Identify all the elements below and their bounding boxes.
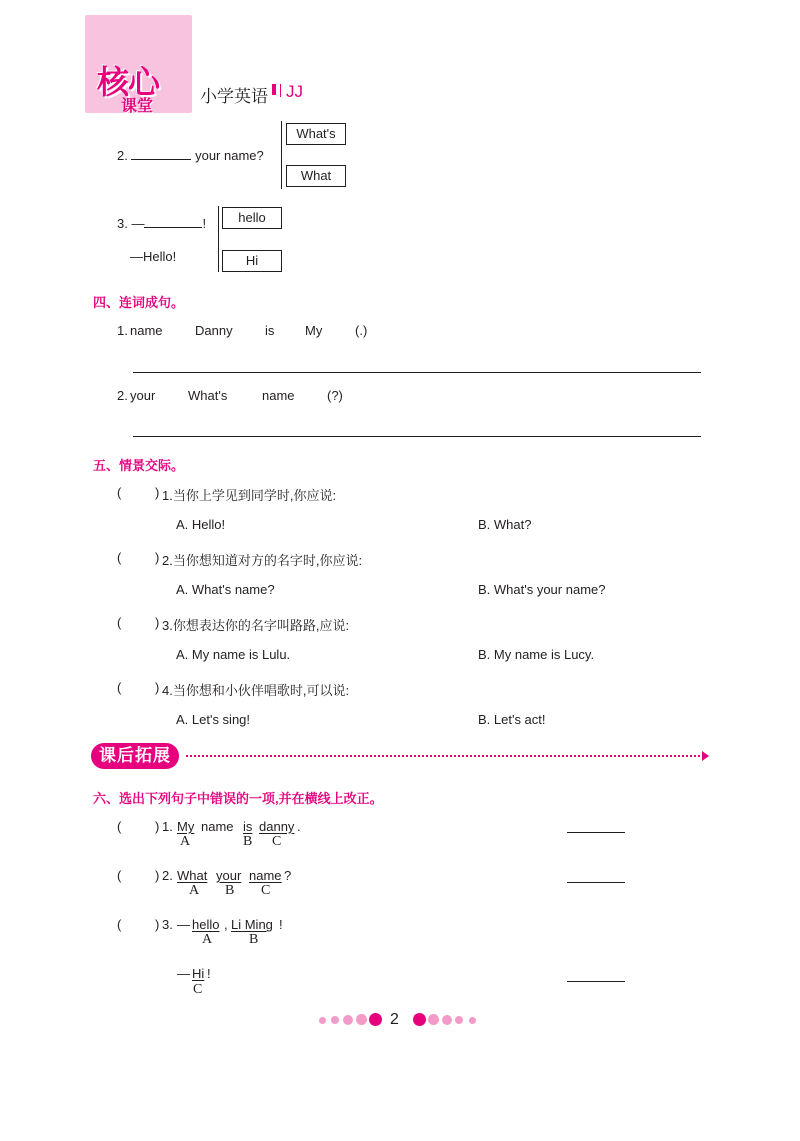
s5-item4-option-a: A. Let's sing! xyxy=(176,712,251,727)
s4-item2-word: What's xyxy=(188,388,228,403)
s6-item3-letter-b: B xyxy=(249,932,259,947)
s5-item2-option-a: A. What's name? xyxy=(176,582,275,597)
q3-option-1: hello xyxy=(222,207,282,229)
section5-title: 五、情景交际。 xyxy=(93,458,185,473)
s6-item2-word-a: What xyxy=(177,868,208,883)
s6-item2-letter-a: A xyxy=(189,883,200,898)
s5-item1-prompt-close: ) xyxy=(155,485,160,500)
edition-label: JJ xyxy=(286,82,303,101)
s6-item2-paren-close: ) xyxy=(155,868,160,883)
s6-item3-comma: , xyxy=(224,917,228,932)
s5-item3-option-a: A. My name is Lulu. xyxy=(176,647,291,662)
banner-arrow-icon xyxy=(702,751,709,761)
s6-item1-answer-line xyxy=(567,832,625,833)
s6-item3-end: ! xyxy=(279,917,283,932)
s6-item3-letter-c: C xyxy=(193,982,203,997)
s4-item1-answer-line xyxy=(133,372,701,373)
footer-dot xyxy=(442,1015,452,1025)
s5-item4-prompt: 4.当你想和小伙伴唱歌时,可以说: xyxy=(162,683,350,698)
s6-item1-word-a: My xyxy=(177,819,195,834)
s5-item4-option-b: B. Let's act! xyxy=(478,712,546,727)
q3-reply: —Hello! xyxy=(130,249,177,264)
q2-option-1: What's xyxy=(286,123,346,145)
s6-item3-word-b: Li Ming xyxy=(231,917,273,932)
s6-item1-number: 1. xyxy=(162,819,173,834)
s4-item1-word: name xyxy=(130,323,163,338)
s4-item1-word: is xyxy=(265,323,275,338)
footer-dot xyxy=(455,1016,463,1024)
footer-dot xyxy=(319,1017,326,1024)
s4-item2-answer-line xyxy=(133,436,701,437)
q2-blank xyxy=(131,159,191,160)
section6-title: 六、选出下列句子中错误的一项,并在横线上改正。 xyxy=(93,791,383,806)
s6-item1-paren-close: ) xyxy=(155,819,160,834)
q3-dash: — xyxy=(131,216,145,231)
section4-title: 四、连词成句。 xyxy=(93,295,185,310)
s6-item1-word-c: danny xyxy=(259,819,295,834)
s5-item4-paren-open: ( xyxy=(117,680,122,695)
logo-sub-text: 课堂 xyxy=(121,98,154,115)
s6-item3-reply-end: ! xyxy=(207,966,211,981)
footer-dot xyxy=(343,1015,353,1025)
s6-item3-dash: — xyxy=(177,917,190,932)
s5-item2-prompt-close: ) xyxy=(155,550,160,565)
s4-item2-number: 2. xyxy=(117,388,128,403)
s5-item1-paren-open: ( xyxy=(117,485,122,500)
s6-item1-paren-open: ( xyxy=(117,819,122,834)
s5-item2-prompt: 2.当你想知道对方的名字时,你应说: xyxy=(162,553,363,568)
s6-item3-number: 3. xyxy=(162,917,173,932)
footer-dot xyxy=(369,1013,382,1026)
banner-dotted-line xyxy=(186,755,704,757)
s6-item1-letter-c: C xyxy=(272,834,282,849)
s6-item2-letter-c: C xyxy=(261,883,271,898)
q2-line xyxy=(117,148,264,163)
header-separator-line xyxy=(280,84,281,97)
footer-dot xyxy=(469,1017,476,1024)
s4-item2-word: name xyxy=(262,388,295,403)
s6-item3-paren-open: ( xyxy=(117,917,122,932)
s6-item1-word-b: is xyxy=(243,819,253,834)
s6-item3-reply-dash: — xyxy=(177,966,190,981)
s5-item3-paren-open: ( xyxy=(117,615,122,630)
q3-brace xyxy=(218,206,219,272)
s5-item1-prompt: 1.当你上学见到同学时,你应说: xyxy=(162,488,337,503)
s4-item2-word: your xyxy=(130,388,156,403)
s6-item2-word-c: name xyxy=(249,868,282,883)
q3-blank xyxy=(144,227,202,228)
s6-item2-number: 2. xyxy=(162,868,173,883)
q3-excl: ! xyxy=(202,216,207,231)
s4-item1-word: My xyxy=(305,323,323,338)
s5-item3-prompt-close: ) xyxy=(155,615,160,630)
s6-item3-letter-a: A xyxy=(202,932,213,947)
q2-option-2: What xyxy=(286,165,346,187)
s5-item1-option-a: A. Hello! xyxy=(176,517,226,532)
q2-text: your name? xyxy=(195,148,264,163)
s6-item2-paren-open: ( xyxy=(117,868,122,883)
s4-item1-word: Danny xyxy=(195,323,233,338)
s5-item2-paren-open: ( xyxy=(117,550,122,565)
s6-item3-word-c: Hi xyxy=(192,966,205,981)
s6-item3-answer-line xyxy=(567,981,625,982)
s6-item1-letter-a: A xyxy=(180,834,191,849)
footer-dot xyxy=(428,1014,439,1025)
s6-item3-word-a: hello xyxy=(192,917,220,932)
s4-item1-number: 1. xyxy=(117,323,128,338)
logo xyxy=(85,15,192,113)
s4-item1-punct: (.) xyxy=(355,323,368,338)
s6-item1-end: . xyxy=(297,819,301,834)
s5-item3-prompt: 3.你想表达你的名字叫路路,应说: xyxy=(162,618,350,633)
s6-item3-paren-close: ) xyxy=(155,917,160,932)
subject-title: 小学英语 xyxy=(200,87,268,106)
s5-item4-prompt-close: ) xyxy=(155,680,160,695)
s6-item2-end: ? xyxy=(284,868,292,883)
s6-item2-word-b: your xyxy=(216,868,242,883)
logo-main-text: 核心 xyxy=(97,63,160,101)
s6-item1-word: name xyxy=(201,819,234,834)
q3-option-2: Hi xyxy=(222,250,282,272)
after-class-banner: 课后拓展 xyxy=(91,743,179,769)
s5-item3-option-b: B. My name is Lucy. xyxy=(478,647,595,662)
header-separator xyxy=(272,84,276,95)
s5-item1-option-b: B. What? xyxy=(478,517,532,532)
footer-dot xyxy=(413,1013,426,1026)
q3-line xyxy=(117,216,206,231)
s4-item2-punct: (?) xyxy=(327,388,343,403)
s6-item2-letter-b: B xyxy=(225,883,235,898)
page-number: 2 xyxy=(390,1011,399,1028)
s6-item1-letter-b: B xyxy=(243,834,253,849)
q2-number: 2. xyxy=(117,148,128,163)
footer-dot xyxy=(331,1016,339,1024)
q3-number: 3. xyxy=(117,216,128,231)
footer-dot xyxy=(356,1014,367,1025)
s5-item2-option-b: B. What's your name? xyxy=(478,582,606,597)
s6-item2-answer-line xyxy=(567,882,625,883)
q2-brace xyxy=(281,121,282,189)
